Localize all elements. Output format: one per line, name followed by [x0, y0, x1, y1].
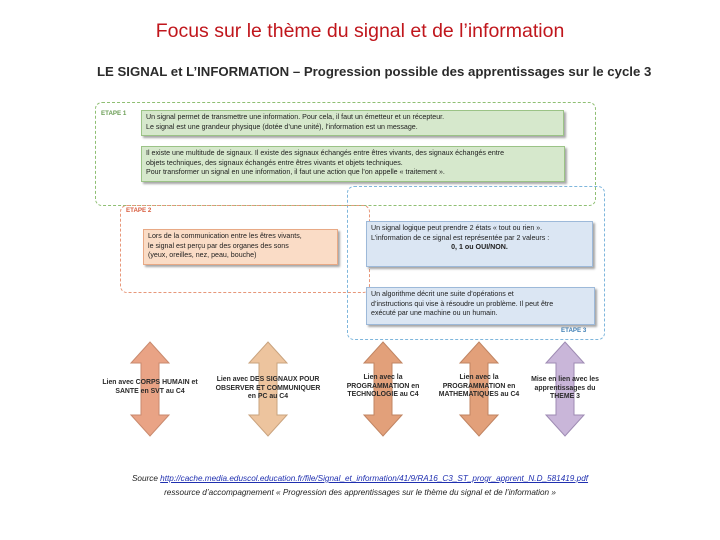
step-1-label: ETAPE 1	[101, 110, 127, 117]
diagram-subtitle: LE SIGNAL et L’INFORMATION – Progression possible des apprentissages sur le cycle 3	[97, 64, 652, 79]
source-prefix: Source	[131, 474, 161, 483]
box-line: objets techniques, des signaux échangés entre êtres vivants et objets techniques.	[146, 158, 403, 167]
arrow-label-line: SANTE en SVT au C4	[115, 387, 185, 395]
arrow-label-line: Lien avec la	[459, 374, 499, 381]
arrow-label-corps-humain	[102, 379, 197, 396]
box-line: le signal est perçu par des organes des sons	[148, 241, 289, 250]
arrow-label-line: PROGRAMMATION en	[346, 382, 420, 390]
box-line: exécuté par une machine ou un humain.	[371, 309, 498, 317]
step-3-label: ETAPE 3	[561, 327, 587, 334]
box-line: Un signal logique peut prendre 2 états « tout ou rien ».	[371, 224, 543, 232]
box-line: Il existe une multitude de signaux. Il existe des signaux échangés entre êtres vivants, des signaux échangés entre	[146, 149, 505, 157]
box-line: d’instructions qui vise à résoudre un problème. Il peut être	[371, 299, 554, 308]
arrow-label-line: THEME 3	[550, 393, 580, 401]
arrow-label-line: apprentissages du	[534, 384, 596, 392]
arrow-label-line: Lien avec CORPS HUMAIN et	[102, 379, 198, 386]
box-line: Un algorithme décrit une suite d’opérations et	[371, 290, 514, 298]
box-line: (yeux, oreilles, nez, peau, bouche)	[148, 251, 257, 259]
step-2-label: ETAPE 2	[126, 207, 152, 214]
arrow-label-programmation-maths	[439, 374, 520, 400]
arrow-label-line: Mise en lien avec les	[531, 376, 599, 383]
page-title: Focus sur le thème du signal et de l’information	[155, 20, 565, 42]
box-line: Pour transformer un signal en une information, il faut une action que l’on appelle « traitement ».	[146, 168, 445, 176]
box-line: Le signal est une grandeur physique (dotée d’une unité), l’information est un message.	[146, 122, 418, 131]
arrow-label-line: en PC au C4	[247, 393, 289, 401]
arrow-label-line: TECHNOLOGIE au C4	[347, 391, 419, 399]
source-link[interactable]: http://cache.media.eduscol.education.fr/file/Signal_et_information/41/9/RA16_C3_ST_progr_apprent_N.D_581419.pdf	[160, 474, 589, 483]
box-line: Un signal permet de transmettre une information. Pour cela, il faut un émetteur et un récepteur.	[146, 113, 445, 121]
arrow-label-line: MATHEMATIQUES au C4	[438, 391, 520, 399]
box-line: L’information de ce signal est représentée par 2 valeurs :	[371, 233, 550, 242]
source-description: ressource d’accompagnement « Progression des apprentissages sur le thème du signal et de l’information »	[164, 488, 556, 497]
box-line: 0, 1 ou OUI/NON.	[451, 243, 508, 251]
arrow-label-line: OBSERVER ET COMMUNIQUER	[215, 384, 321, 392]
arrow-label-programmation-techno	[347, 374, 420, 400]
arrow-label-line: PROGRAMMATION en	[442, 382, 516, 390]
arrow-label-line: Lien avec DES SIGNAUX POUR	[216, 376, 320, 383]
box-line: Lors de la communication entre les êtres vivants,	[148, 232, 302, 240]
arrow-label-theme-3	[531, 376, 599, 402]
source-line	[0, 474, 720, 483]
arrow-label-line: Lien avec la	[363, 374, 403, 381]
arrow-label-signaux	[216, 376, 321, 402]
